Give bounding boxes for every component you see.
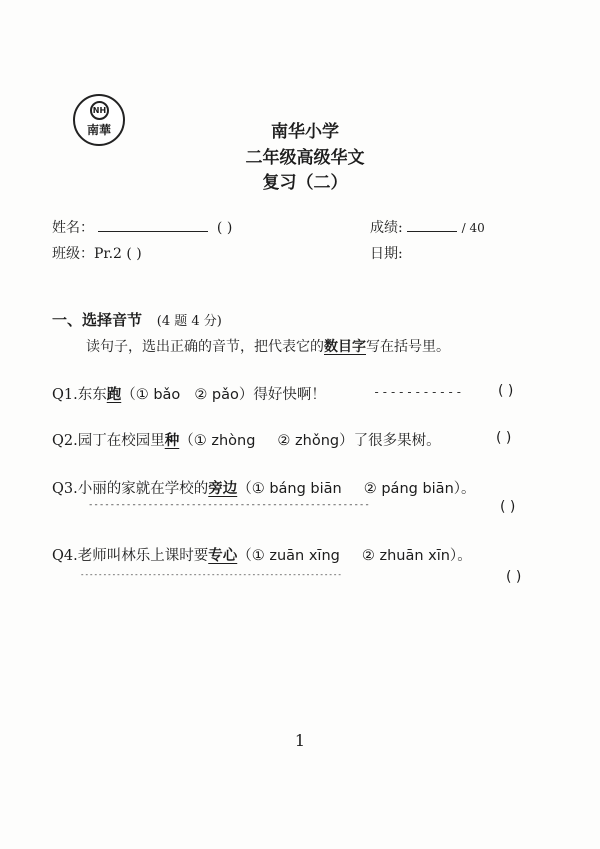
instruction-keyword: 数目字 [324, 339, 366, 355]
class-field: 班级：Pr.2 ( ) [52, 246, 142, 262]
question-4-word: 专心 [208, 547, 238, 564]
question-3: Q3.小丽的家就在学校的旁边（① báng biān ② páng biān）。 [52, 480, 476, 497]
section-marks: (4 题 4 分) [156, 314, 222, 329]
name-paren: ( ) [216, 220, 233, 236]
logo-emblem: NH [90, 101, 109, 120]
page-number: 1 [294, 731, 306, 750]
question-1-word: 跑 [106, 386, 122, 403]
question-3-answer: ( ) [500, 499, 516, 515]
score-blank [407, 231, 457, 232]
score-label: 成绩: [370, 220, 403, 236]
question-1: Q1.东东跑（① bǎo ② pǎo）得好快啊！ [52, 386, 326, 403]
section-title: 一、选择音节 [52, 311, 143, 329]
question-3-dashes: ---------------------------------------------------- [88, 500, 370, 510]
score-field [370, 217, 485, 237]
logo-text: 南華 [86, 123, 111, 137]
question-4: Q4.老师叫林乐上课时要专心（① zuān xīng ② zhuān xīn）。 [52, 547, 472, 564]
score-total: / 40 [461, 221, 485, 235]
date-label: 日期: [370, 246, 403, 262]
name-field [52, 217, 232, 237]
worksheet-subtitle: 复习（二） [262, 173, 348, 193]
section-heading [52, 309, 222, 330]
question-4-answer: ( ) [506, 569, 522, 585]
question-2-answer: ( ) [496, 430, 512, 446]
question-2: Q2.园丁在校园里种（① zhòng ② zhǒng）了很多果树。 [52, 432, 441, 449]
name-label: 姓名： [52, 220, 94, 236]
question-4-dashes: ---------------------------------------------------------- [80, 570, 342, 579]
question-1-dashes: ----------- [373, 385, 464, 399]
question-2-word: 种 [164, 432, 180, 449]
section-instruction: 读句子，选出正确的音节，把代表它的数目字写在括号里。 [86, 339, 450, 355]
question-3-word: 旁边 [208, 480, 238, 497]
name-blank [98, 231, 208, 232]
school-name: 南华小学 [271, 122, 339, 142]
question-1-answer: ( ) [498, 383, 514, 399]
worksheet-title: 二年级高级华文 [245, 148, 365, 168]
